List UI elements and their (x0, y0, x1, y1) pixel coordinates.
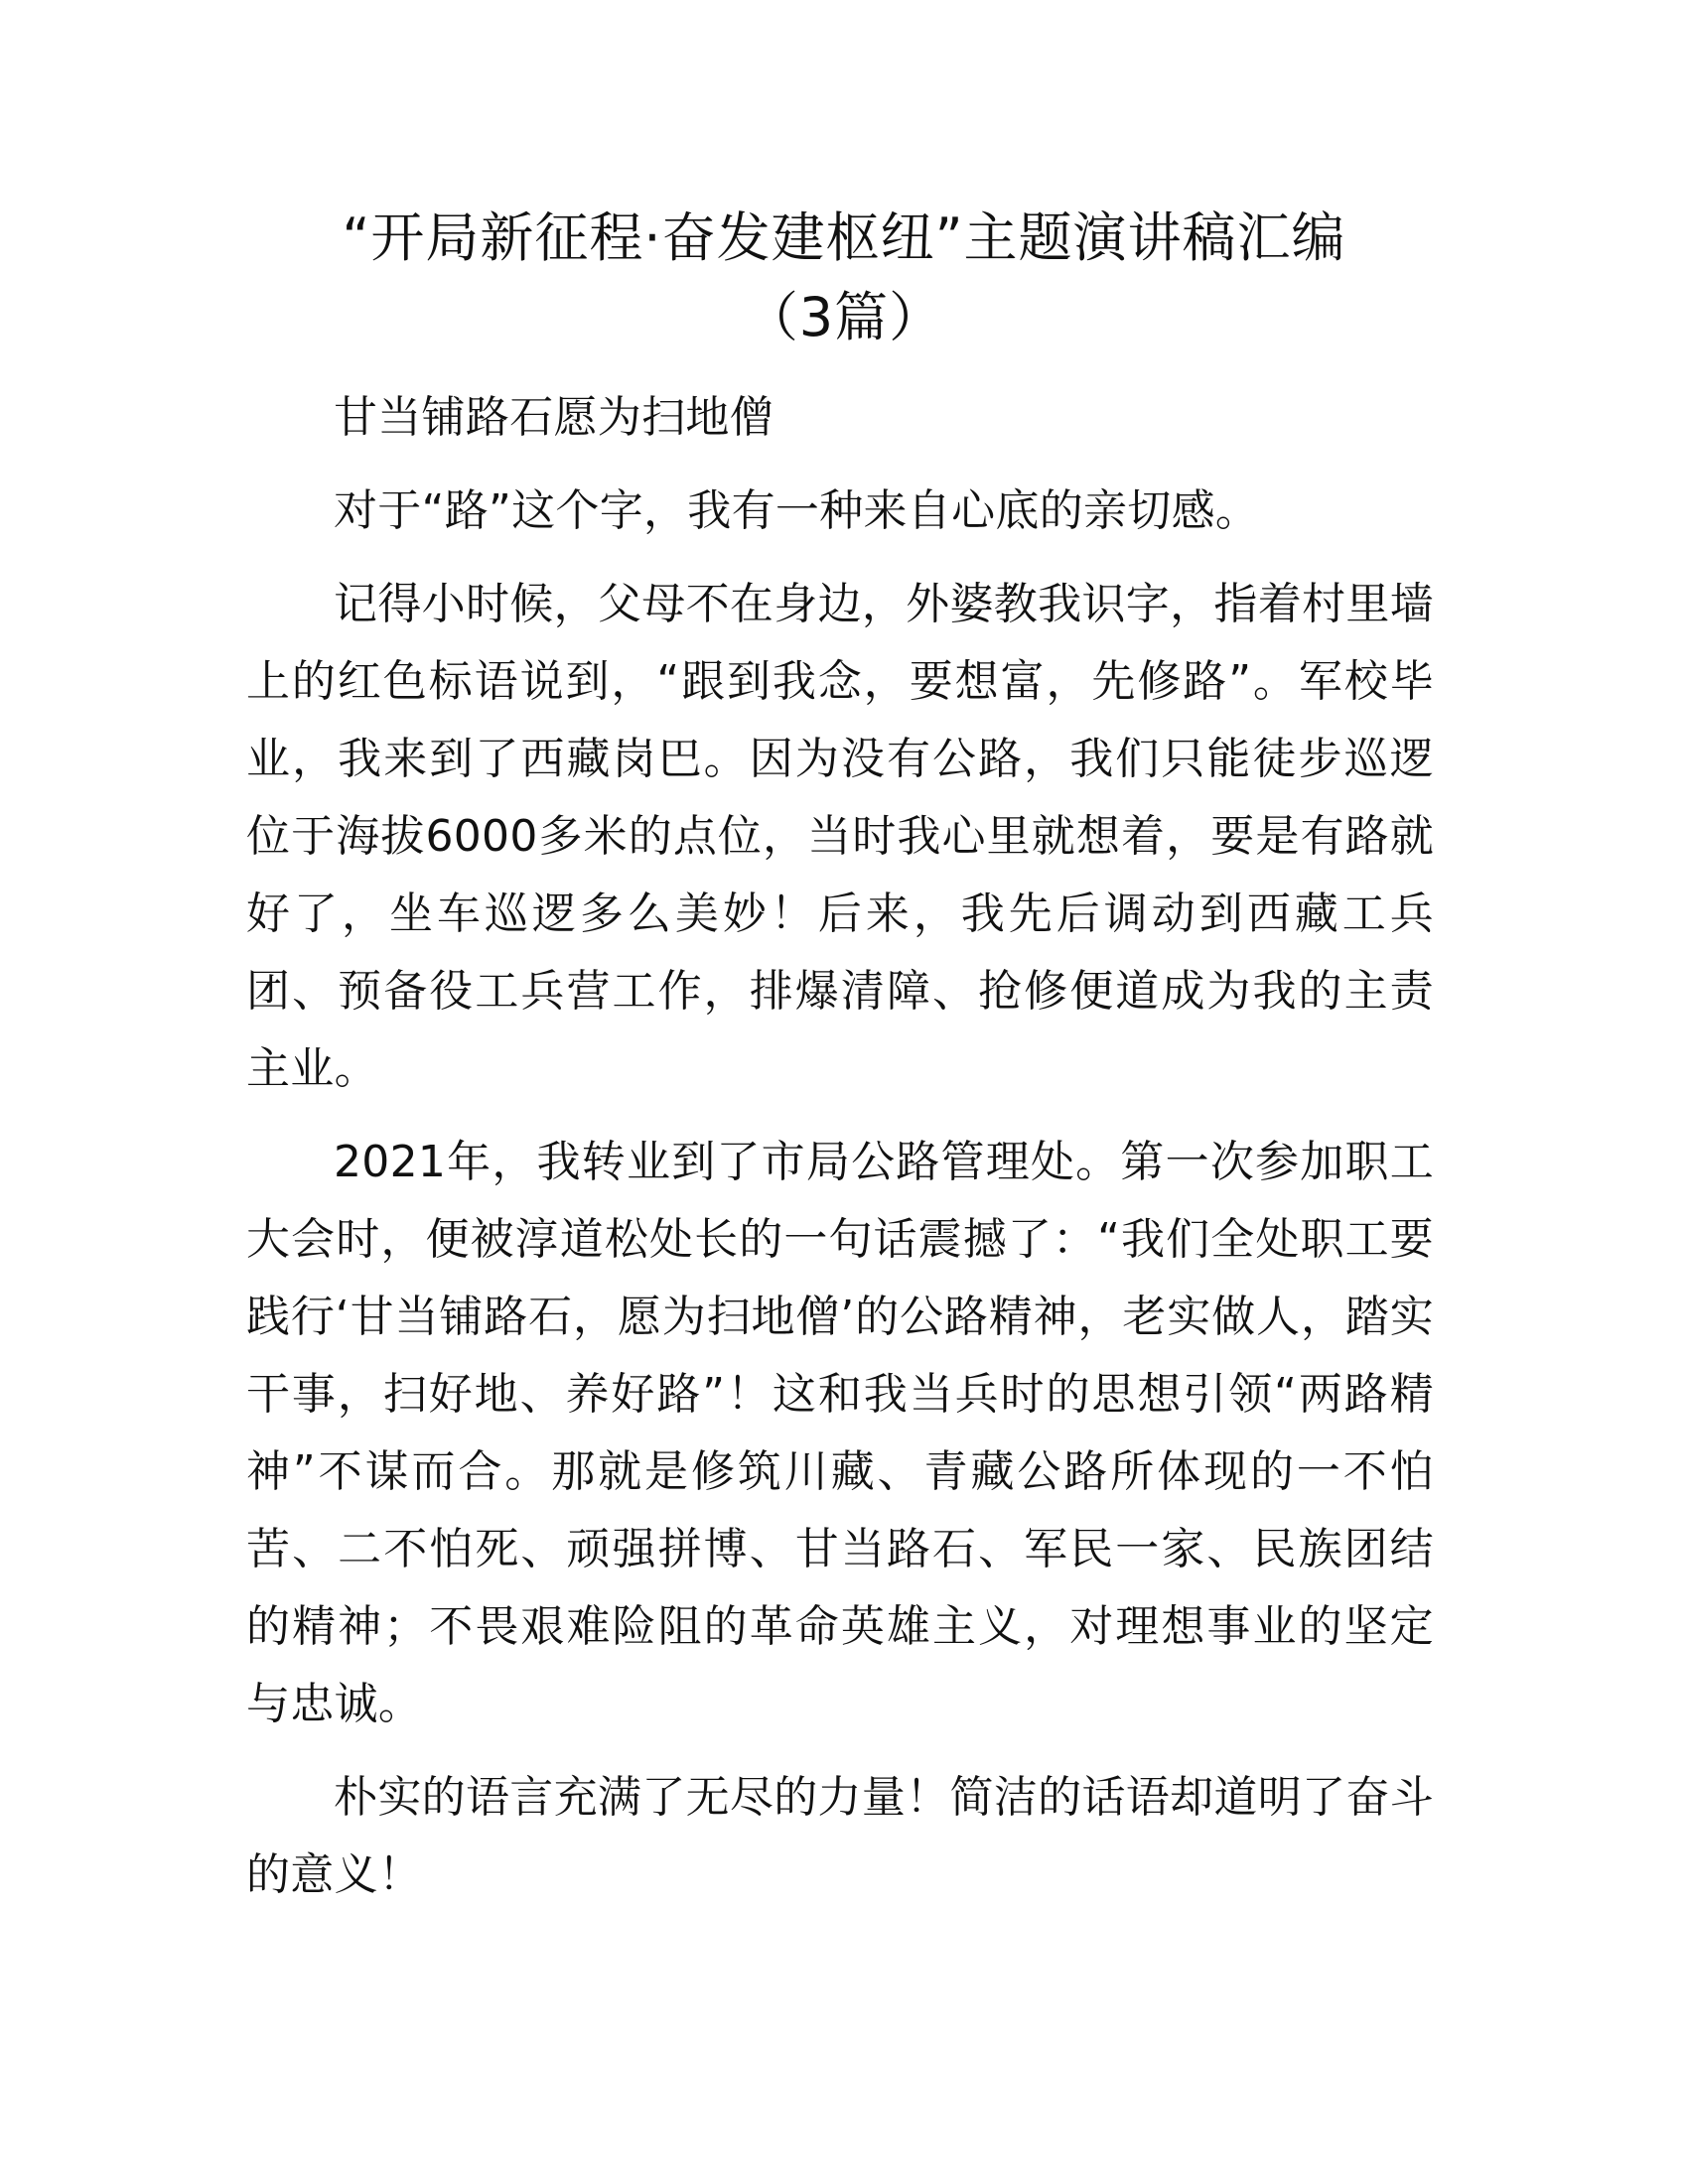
paragraph-2: 记得小时候，父母不在身边，外婆教我识字，指着村里墙上的红色标语说到，“跟到我念，要想富，先修路”。军校毕业，我来到了西藏岗巴。因为没有公路，我们只能徒步巡逻位于海拔6000多米的点位，当时我心里就想着，要是有路就好了，坐车巡逻多么美妙！后来，我先后调动到西藏工兵团、预备役工兵营工作，排爆清障、抢修便道成为我的主责主业。 (246, 579, 1434, 1094)
title-line-2: （3篇） (744, 286, 944, 348)
title-line-1: “开局新征程·奋发建枢纽”主题演讲稿汇编 (342, 206, 1346, 269)
document-body (246, 379, 1434, 1930)
paragraph-3: 2021年，我转业到了市局公路管理处。第一次参加职工大会时，便被淳道松处长的一句话震撼了：“我们全处职工要践行‘甘当铺路石，愿为扫地僧’的公路精神，老实做人，踏实干事，扫好地、养好路”！这和我当兵时的思想引领“两路精神”不谋而合。那就是修筑川藏、青藏公路所体现的一不怕苦、二不怕死、顽强拼博、甘当路石、军民一家、民族团结的精神；不畏艰难险阻的革命英雄主义，对理想事业的坚定与忠诚。 (246, 1137, 1434, 1729)
paragraph-4: 朴实的语言充满了无尽的力量！简洁的话语却道明了奋斗的意义！ (246, 1772, 1434, 1900)
paragraph-1: 对于“路”这个字，我有一种来自心底的亲切感。 (334, 485, 1260, 536)
document-title (238, 199, 1450, 357)
subheading: 甘当铺路石愿为扫地僧 (334, 392, 774, 443)
